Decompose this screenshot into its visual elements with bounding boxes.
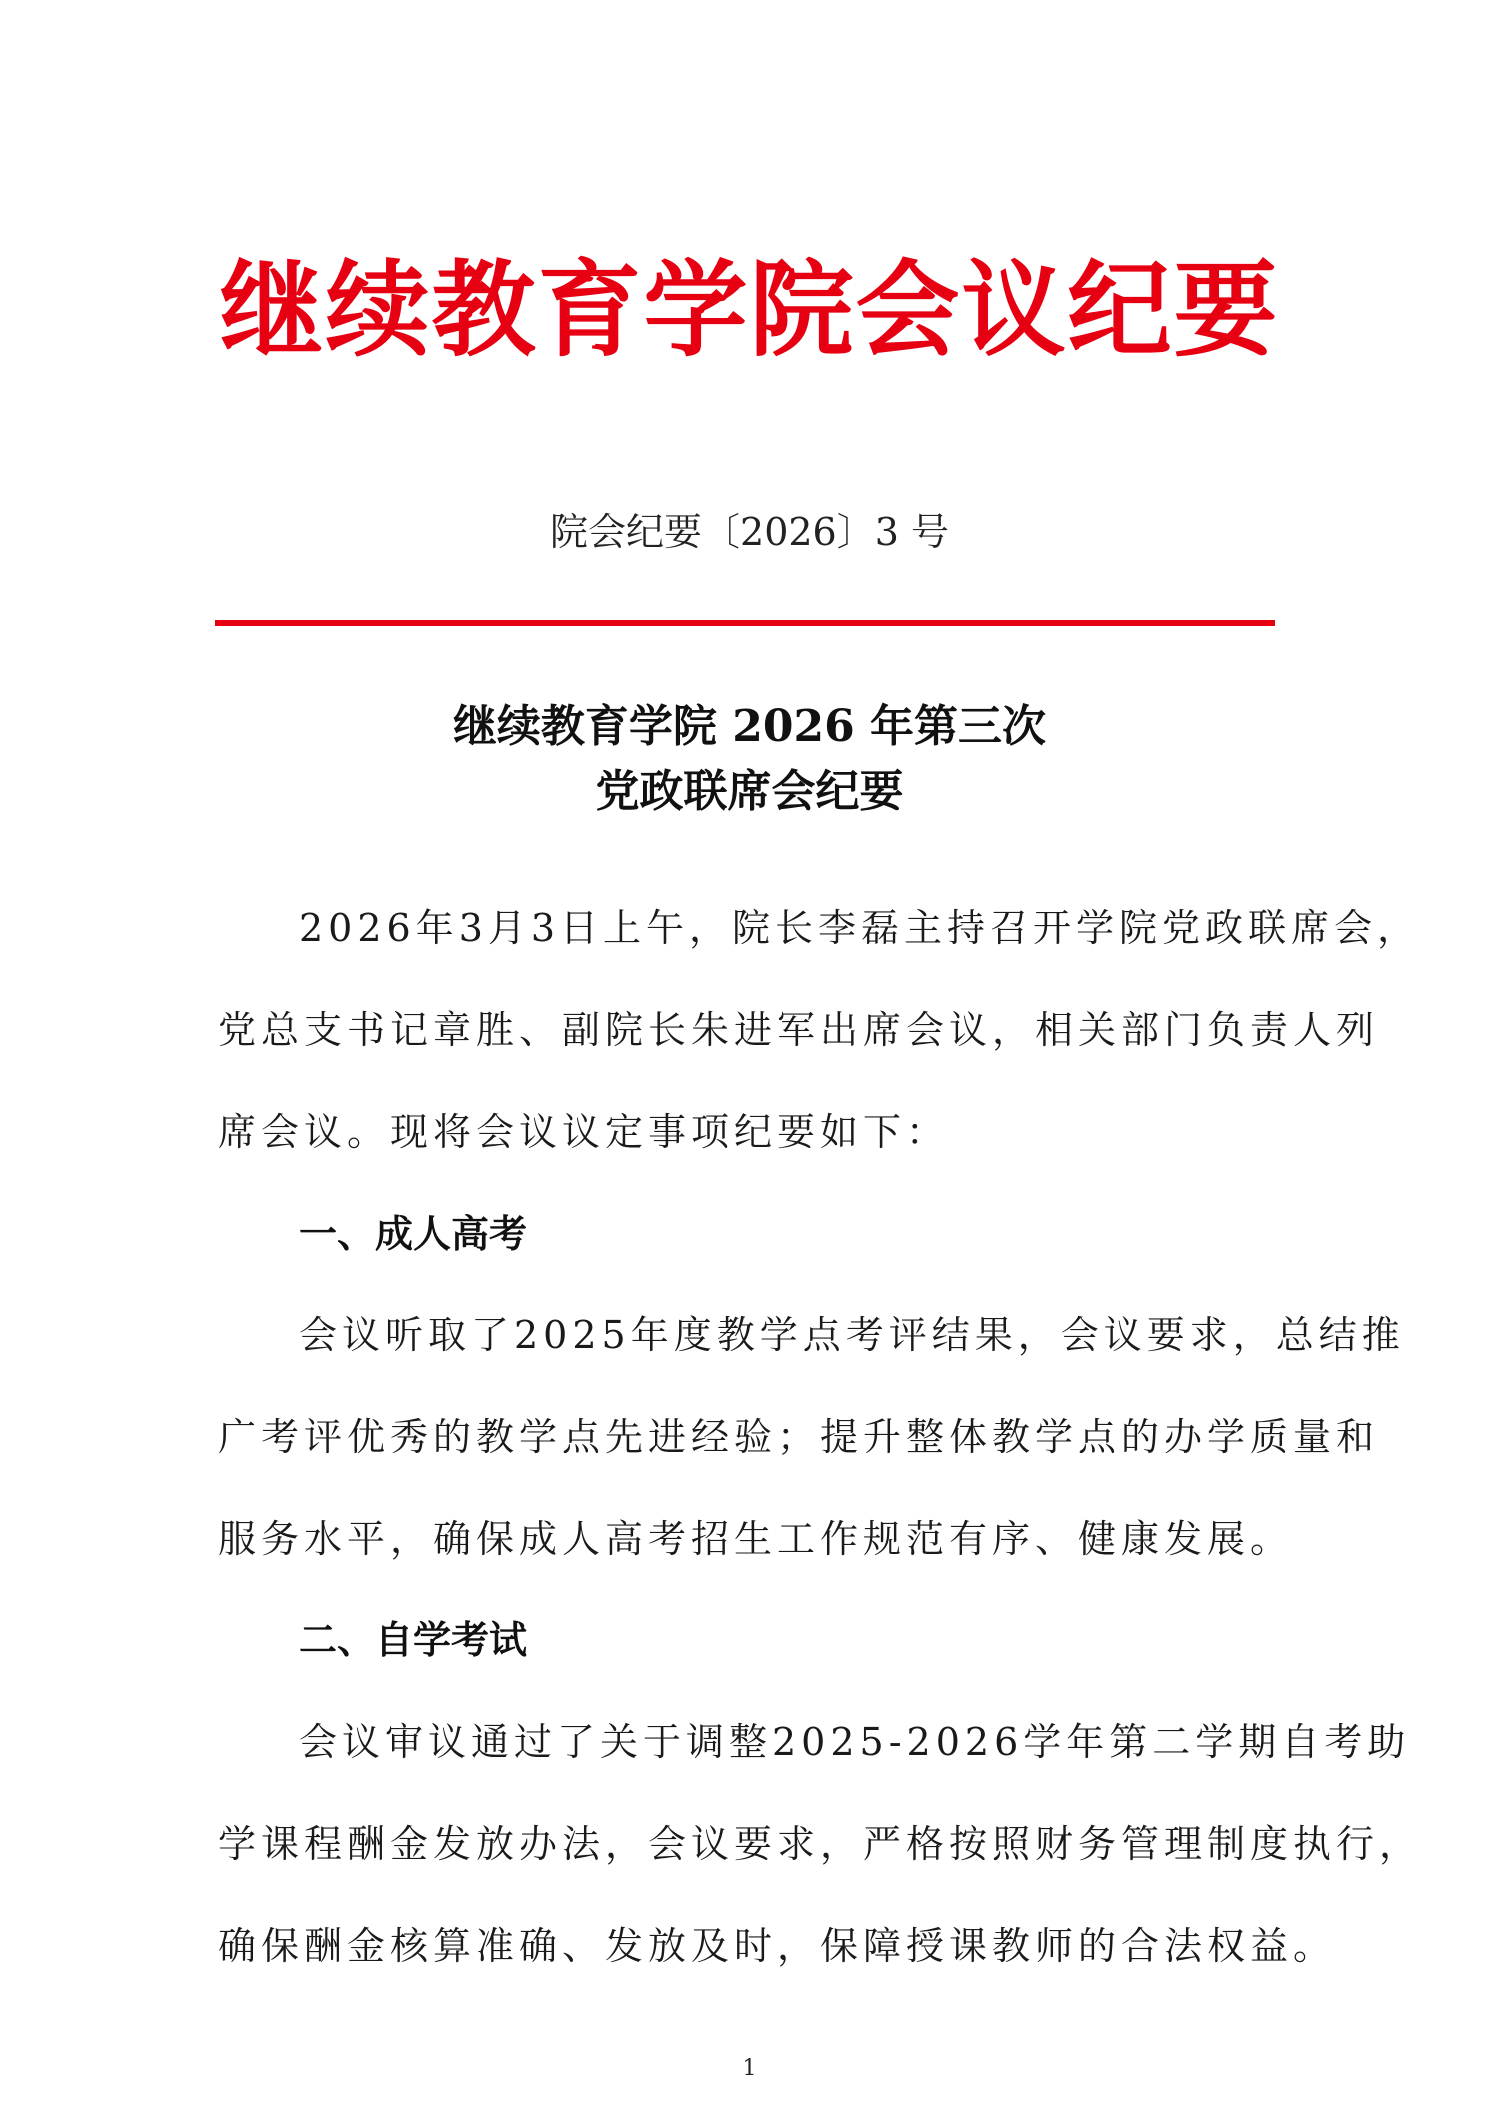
document-title-line-1: 继续教育学院 2026 年第三次 bbox=[452, 701, 1047, 752]
intro-paragraph-line: 党总支书记章胜、副院长朱进军出席会议，相关部门负责人列 bbox=[218, 1008, 1380, 1052]
section-paragraph-line: 学课程酬金发放办法，会议要求，严格按照财务管理制度执行， bbox=[218, 1822, 1423, 1866]
section-paragraph-line: 会议听取了2025年度教学点考评结果，会议要求，总结推 bbox=[299, 1313, 1405, 1357]
section-heading: 二、自学考试 bbox=[299, 1618, 528, 1662]
document-number: 院会纪要〔2026〕3 号 bbox=[550, 510, 949, 554]
page-number: 1 bbox=[742, 2056, 757, 2081]
document-title-line-2: 党政联席会纪要 bbox=[595, 766, 904, 817]
section-paragraph-line: 会议审议通过了关于调整2025-2026学年第二学期自考助 bbox=[299, 1720, 1411, 1764]
intro-paragraph-line: 席会议。现将会议议定事项纪要如下： bbox=[218, 1110, 950, 1154]
section-paragraph-line: 服务水平，确保成人高考招生工作规范有序、健康发展。 bbox=[218, 1517, 1294, 1561]
section-paragraph-line: 广考评优秀的教学点先进经验；提升整体教学点的办学质量和 bbox=[218, 1415, 1380, 1459]
section-paragraph-line: 确保酬金核算准确、发放及时，保障授课教师的合法权益。 bbox=[218, 1924, 1337, 1968]
intro-paragraph-line: 2026年3月3日上午，院长李磊主持召开学院党政联席会， bbox=[299, 906, 1421, 950]
red-divider-line bbox=[215, 620, 1275, 626]
section-heading: 一、成人高考 bbox=[299, 1212, 528, 1256]
masthead-title: 继续教育学院会议纪要 bbox=[219, 249, 1280, 371]
